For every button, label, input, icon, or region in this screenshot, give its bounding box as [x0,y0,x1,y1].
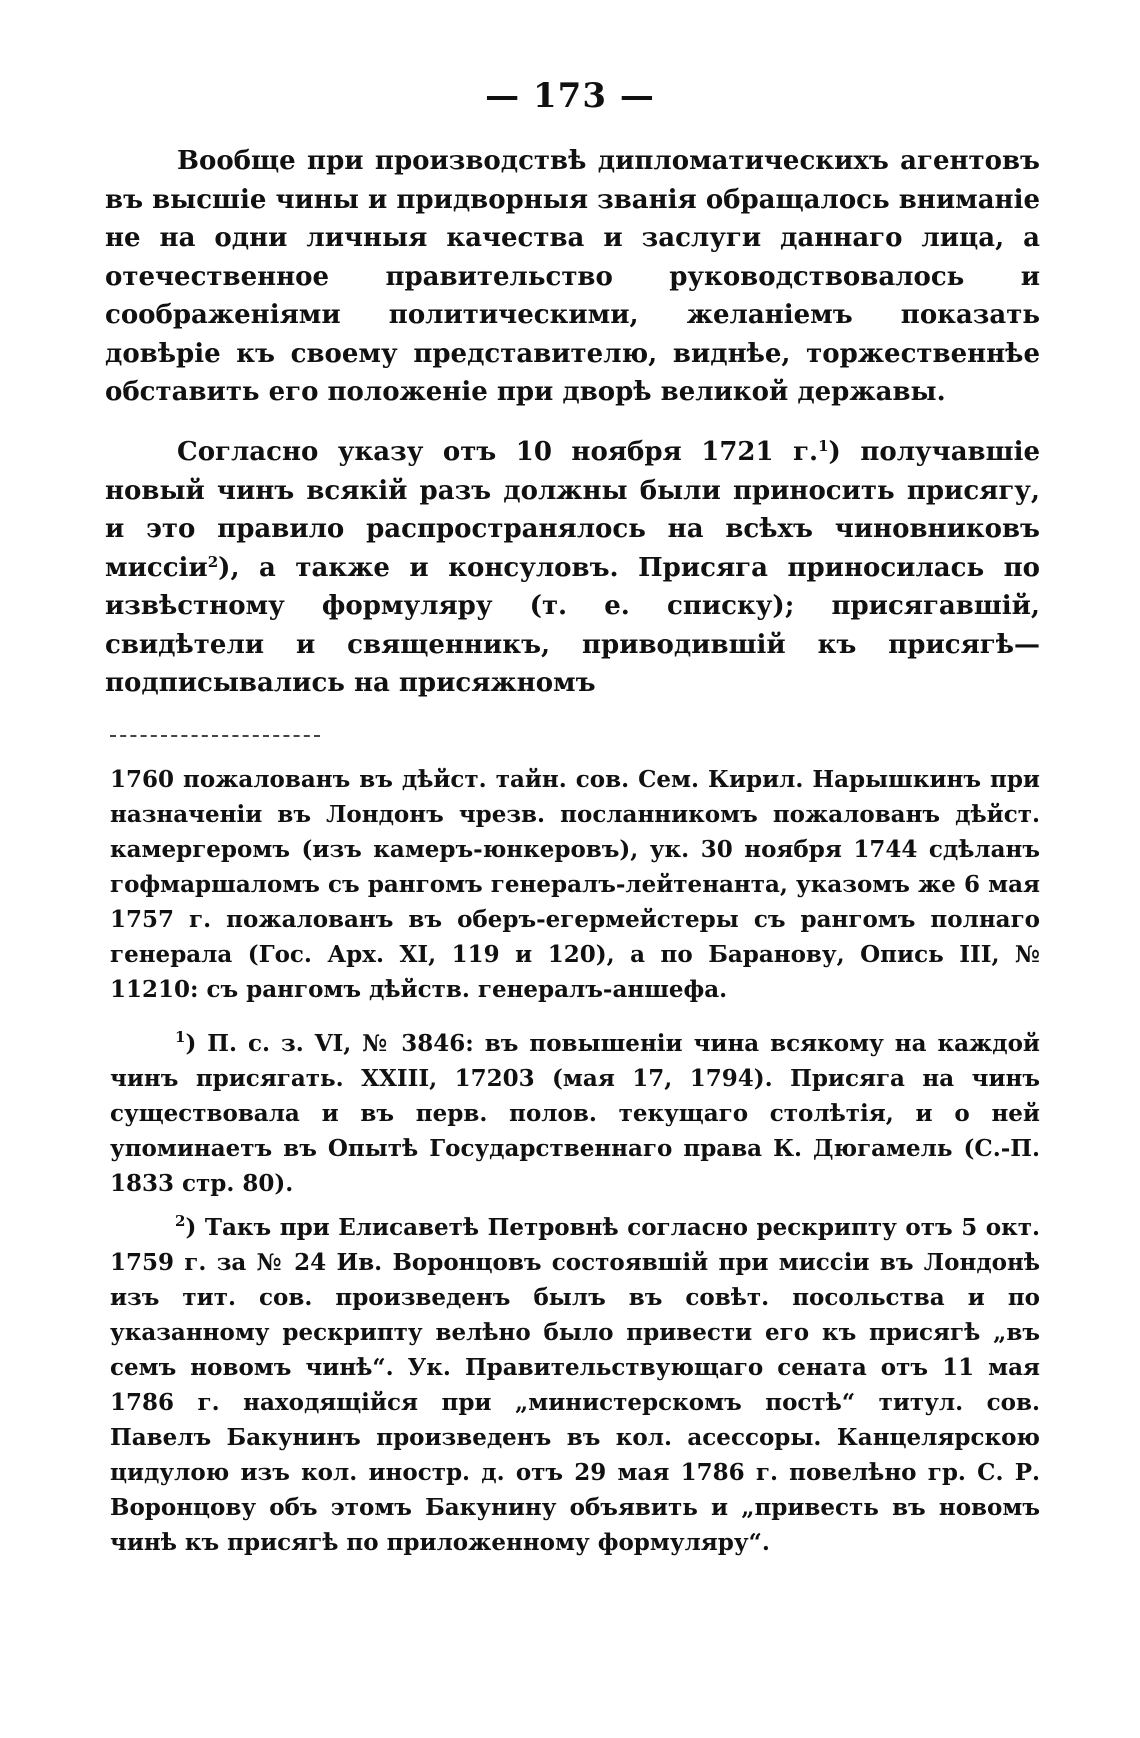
paragraph-2-part-a: Согласно указу отъ 10 ноября 1721 г. [177,437,819,467]
footnote-ref-1: 1 [818,437,829,455]
footnote-2 [110,1210,1040,1560]
footnote-1 [110,1026,1040,1201]
footnote-1-text: ) П. с. з. VI, № 3846: въ повышеніи чина всякому на каждой чинъ присягать. XXIII, 17203 (мая 17, 1794). Присяга на чинъ существовала и въ перв. полов. текущаго столѣтія, и о ней упоминаетъ въ Опытѣ Государственнаго права К. Дюгамель (С.-П. 1833 стр. 80). [110,1030,1040,1197]
footnote-1-marker: 1 [175,1028,186,1046]
paragraph-2 [105,433,1040,703]
paragraph-1: Вообще при производствѣ дипломатическихъ агентовъ въ высшіе чины и придворныя званія обращалось вниманіе не на одни личныя качества и заслуги даннаго лица, а отечественное правительство руководствовалось и соображеніями политическими, желаніемъ показать довѣріе къ своему представителю, виднѣе, торжественнѣе обставить его положеніе при дворѣ великой державы. [105,146,1040,407]
footnote-continuation: 1760 пожалованъ въ дѣйст. тайн. сов. Сем. Кирил. Нарышкинъ при назначеніи въ Лондонъ чрезв. посланникомъ пожалованъ дѣйст. камергеромъ (изъ камеръ-юнкеровъ), ук. 30 ноября 1744 сдѣланъ гофмаршаломъ съ рангомъ генералъ-лейтенанта, указомъ же 6 мая 1757 г. пожалованъ въ оберъ-егермейстеры съ рангомъ полнаго генерала (Гос. Арх. XI, 119 и 120), а по Баранову, Опись III, № 11210: съ рангомъ дѣйств. генералъ-аншефа. [110,766,1040,1003]
footnote-separator [110,735,320,737]
paragraph-2-part-c: ), а также и консуловъ. Присяга приносилась по извѣстному формуляру (т. е. списку); присягавшій, свидѣтели и священникъ, приводившій къ присягѣ—подписывались на присяжномъ [105,552,1040,698]
paragraph-2-part-b: ) получавшіе новый чинъ всякій разъ должны были приносить присягу, и это правило распространялось на всѣхъ чиновниковъ миссіи [105,437,1040,583]
page-number: — 173 — [485,76,655,116]
footnote-ref-2: 2 [207,552,219,571]
footnote-2-text: ) Такъ при Елисаветѣ Петровнѣ согласно рескрипту отъ 5 окт. 1759 г. за № 24 Ив. Воронцовъ состоявшій при миссіи въ Лондонѣ изъ тит. сов. произведенъ былъ въ совѣт. посольства и по указанному рескрипту велѣно было привести его къ присягѣ „въ семъ новомъ чинѣ“. Ук. Правительствующаго сената отъ 11 мая 1786 г. находящійся при „министерскомъ постѣ“ титул. сов. Павелъ Бакунинъ произведенъ въ кол. асессоры. Канцелярскою цидулою изъ кол. иностр. д. отъ 29 мая 1786 г. повелѣно гр. С. Р. Воронцову объ этомъ Бакунину объявить и „привесть въ новомъ чинѣ къ присягѣ по приложенному формуляру“. [110,1214,1040,1556]
footnote-2-marker: 2 [175,1212,186,1230]
